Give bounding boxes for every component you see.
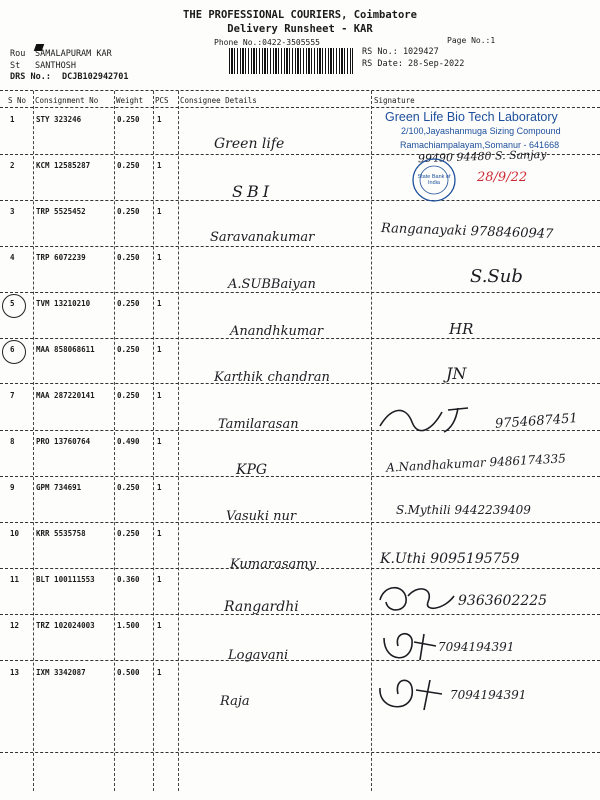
row-consignee-name: Anandhkumar	[230, 324, 324, 339]
row-sno: 11	[10, 575, 20, 584]
row-consignee-name: Raja	[220, 694, 250, 709]
row-consignment: KCM 12585287	[36, 161, 91, 170]
row-signature: Ranganayaki 9788460947	[380, 220, 554, 243]
row-divider	[0, 752, 600, 753]
row-signature: S.Sub	[470, 266, 523, 287]
table-top-rule	[0, 90, 600, 91]
stamp-line2: 2/100,Jayashanmuga Sizing Compound	[401, 126, 561, 136]
row-pcs: 1	[157, 437, 162, 446]
row-pcs: 1	[157, 115, 162, 124]
row-weight: 0.490	[117, 437, 140, 446]
row-weight: 0.360	[117, 575, 140, 584]
row-signature: 7094194391	[450, 688, 527, 702]
row-consignee-name: Logavani	[228, 648, 289, 663]
row-sno: 1	[10, 115, 15, 124]
signature-scribble	[372, 400, 512, 440]
row-sno: 5	[10, 299, 15, 308]
row-pcs: 1	[157, 253, 162, 262]
staff-value: SANTHOSH	[35, 61, 76, 71]
row-signature: JN	[446, 364, 467, 383]
row-consignment: STY 323246	[36, 115, 82, 124]
drs-value: DCJB102942701	[62, 72, 129, 82]
phone-number: Phone No.:0422-3505555	[214, 38, 320, 47]
row-pcs: 1	[157, 529, 162, 538]
col-divider	[153, 91, 154, 791]
runsheet-subtitle: Delivery Runsheet - KAR	[227, 23, 373, 35]
signature-scribble	[374, 624, 444, 668]
row-consignee-name: Saravanakumar	[210, 230, 315, 245]
rs-date: RS Date: 28-Sep-2022	[362, 59, 465, 69]
row-consignee-name: Karthik chandran	[214, 370, 330, 385]
row-consignee-name: Tamilarasan	[218, 417, 299, 432]
col-head-signature: Signature	[374, 96, 415, 105]
row-weight: 0.250	[117, 391, 140, 400]
row-pcs: 1	[157, 621, 162, 630]
row-sno: 9	[10, 483, 15, 492]
row-divider	[0, 660, 600, 661]
row-divider	[0, 292, 600, 293]
row-weight: 0.250	[117, 483, 140, 492]
runsheet-title: THE PROFESSIONAL COURIERS, Coimbatore	[183, 9, 417, 21]
row-consignment: PRO 13760764	[36, 437, 91, 446]
bank-seal-text: State Bank of India	[417, 174, 451, 186]
col-head-sno: S No	[8, 96, 27, 105]
row-weight: 0.250	[117, 345, 140, 354]
row-consignment: MAA 287220141	[36, 391, 95, 400]
row-weight: 0.250	[117, 253, 140, 262]
row-consignee-name: Vasuki nur	[226, 509, 297, 524]
row-consignment: IXM 3342087	[36, 668, 86, 677]
row-consignee-name: SBI	[232, 182, 274, 201]
col-head-pcs: PCS	[155, 96, 169, 105]
row-divider	[0, 522, 600, 523]
stamp-line3: Ramachiampalayam,Somanur - 641668	[400, 140, 560, 150]
row-weight: 0.250	[117, 161, 140, 170]
row-signature: K.Uthi 9095195759	[380, 551, 520, 567]
row-sno: 8	[10, 437, 15, 446]
row-consignment: BLT 100111553	[36, 575, 95, 584]
row-weight: 1.500	[117, 621, 140, 630]
col-head-consignment: Consignment No	[35, 96, 99, 105]
row-divider	[0, 246, 600, 247]
row-signature: 99490 94480 S. Sanjay	[417, 147, 547, 166]
row-weight: 0.250	[117, 299, 140, 308]
col-divider	[114, 91, 115, 791]
row-signature: HR	[449, 320, 474, 338]
staff-label: St	[10, 61, 21, 71]
row-sno: 3	[10, 207, 15, 216]
col-divider	[178, 91, 179, 791]
row-divider	[0, 200, 600, 201]
col-head-details: Consignee Details	[180, 96, 257, 105]
row-consignment: MAA 858068611	[36, 345, 95, 354]
row-pcs: 1	[157, 299, 162, 308]
row-signature: 9754687451	[494, 411, 579, 432]
row-divider	[0, 476, 600, 477]
row-weight: 0.250	[117, 529, 140, 538]
row-pcs: 1	[157, 668, 162, 677]
row-divider	[0, 614, 600, 615]
row-pcs: 1	[157, 207, 162, 216]
page-number: Page No.:1	[447, 36, 496, 45]
row-pcs: 1	[157, 391, 162, 400]
row-consignment: GPM 734691	[36, 483, 82, 492]
row-weight: 0.250	[117, 207, 140, 216]
row-consignee-name: A.SUBBaiyan	[228, 277, 316, 292]
row-weight: 0.500	[117, 668, 140, 677]
row-sno: 10	[10, 529, 20, 538]
row-pcs: 1	[157, 161, 162, 170]
route-label: Rou	[10, 49, 26, 59]
row-consignment: TVM 13210210	[36, 299, 91, 308]
signature-scribble	[374, 582, 464, 618]
row-weight: 0.250	[117, 115, 140, 124]
row-signature: S.Mythili 9442239409	[396, 503, 531, 517]
row-consignment: KRR 5535758	[36, 529, 86, 538]
col-divider	[33, 91, 34, 791]
row-sno: 7	[10, 391, 15, 400]
row-consignee-name: Rangardhi	[224, 599, 299, 615]
row-signature: A.Nandhakumar 9486174335	[385, 451, 567, 475]
date-stamp: 28/9/22	[477, 170, 528, 185]
row-signature: 9363602225	[458, 593, 548, 609]
table-header-rule	[0, 107, 600, 108]
row-sno: 13	[10, 668, 20, 677]
drs-label: DRS No.:	[10, 72, 51, 82]
col-head-weight: Weight	[116, 96, 144, 105]
row-signature: 7094194391	[438, 640, 515, 654]
row-pcs: 1	[157, 575, 162, 584]
rs-number: RS No.: 1029427	[362, 47, 439, 57]
row-sno: 12	[10, 621, 20, 630]
signature-scribble	[372, 670, 452, 716]
row-sno: 4	[10, 253, 15, 262]
row-sno: 6	[10, 345, 15, 354]
row-pcs: 1	[157, 345, 162, 354]
row-consignee-name: Green life	[214, 136, 285, 152]
row-consignee-name: KPG	[236, 462, 268, 478]
row-consignee-name: Kumarasamy	[230, 557, 316, 572]
stamp-line1: Green Life Bio Tech Laboratory	[385, 110, 558, 124]
row-consignment: TRP 5525452	[36, 207, 86, 216]
row-consignment: TRZ 102024003	[36, 621, 95, 630]
row-pcs: 1	[157, 483, 162, 492]
barcode	[229, 48, 353, 74]
row-sno: 2	[10, 161, 15, 170]
route-value: SAMALAPURAM KAR	[35, 49, 112, 59]
row-consignment: TRP 6072239	[36, 253, 86, 262]
